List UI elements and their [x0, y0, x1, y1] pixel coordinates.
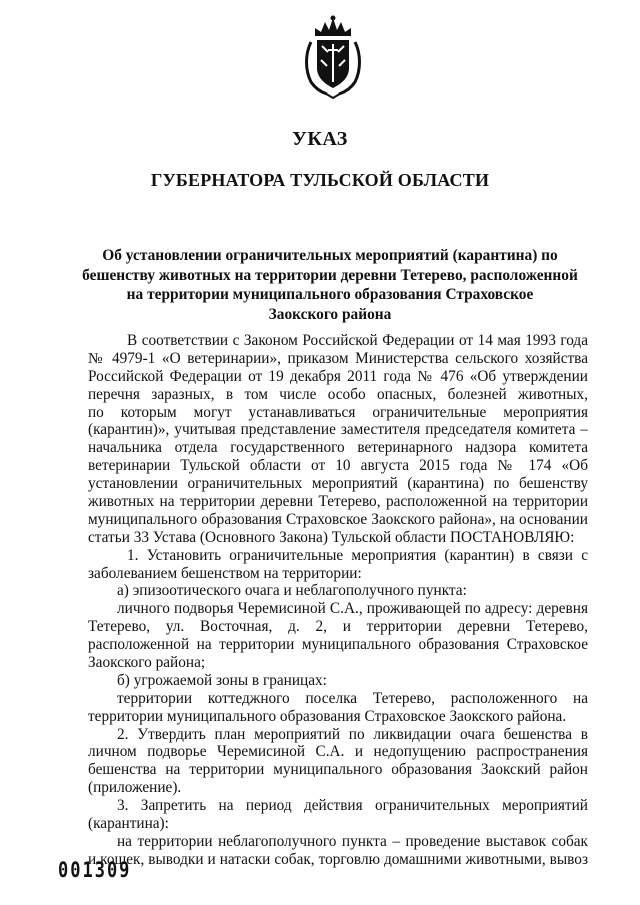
body-line: Российской Федерации от 19 декабря 2011 года № 476 «Об утверждении — [88, 367, 588, 385]
heading-line: Заокского района — [268, 305, 392, 323]
body-line: № 4979-1 «О ветеринарии», приказом Министерства сельского хозяйства — [88, 349, 588, 367]
body-line: животных на территории деревни Тетерево, расположенной на территории — [88, 493, 588, 511]
body-line: (приложение). — [88, 779, 182, 797]
decree-title: УКАЗ — [292, 128, 348, 150]
body-line: В соответствии с Законом Российской Федерации от 14 мая 1993 года — [127, 332, 588, 349]
body-line: начальника отдела государственного ветеринарного надзора комитета — [88, 439, 588, 457]
decree-body — [88, 332, 588, 869]
body-line: статьи 33 Устава (Основного Закона) Тульской области ПОСТАНОВЛЯЮ: — [88, 528, 575, 546]
body-line: и кошек, выводки и натаски собак, торговлю домашними животными, вывоз — [88, 850, 588, 868]
body-line: 3. Запретить на период действия ограничительных мероприятий — [117, 797, 588, 815]
heading-line: на территории муниципального образования Страховское — [126, 286, 534, 304]
body-line: по которым могут устанавливаться ограничительные мероприятия — [88, 403, 588, 421]
body-line: б) угрожаемой зоны в границах: — [117, 671, 327, 689]
body-line: территории коттеджного поселка Тетерево, расположенного на — [117, 689, 588, 707]
heading-line: бешенству животных на территории деревни Тетерево, расположенной — [82, 266, 578, 284]
body-line: бешенства на территории муниципального образования Заокский район — [88, 761, 588, 779]
body-line: 2. Утвердить план мероприятий по ликвидации очага бешенства в — [117, 725, 588, 743]
heading-line: Об установлении ограничительных мероприятий (карантина) по — [102, 247, 558, 264]
body-line: на территории неблагополучного пункта – проведение выставок собак — [117, 832, 588, 850]
body-line: заболеванием бешенством на территории: — [88, 564, 362, 582]
tula-coat-of-arms-icon — [301, 14, 365, 100]
decree-issuer: ГУБЕРНАТОРА ТУЛЬСКОЙ ОБЛАСТИ — [150, 170, 490, 190]
serial-number: 001309 — [58, 858, 132, 883]
body-line: расположенной на территории муниципального образования Страховское — [88, 636, 588, 654]
body-line: личном подворье Черемисиной С.А. и недопущению распространения — [88, 743, 588, 761]
body-line: Тетерево, ул. Восточная, д. 2, и территории деревни Тетерево, — [88, 618, 588, 636]
body-line: ветеринарии Тульской области от 10 августа 2015 года № 174 «Об — [88, 457, 588, 475]
decree-heading — [80, 246, 580, 324]
body-line: перечня заразных, в том числе особо опасных, болезней животных, — [88, 385, 588, 403]
body-line: (карантина): — [88, 815, 169, 833]
body-line: установлении ограничительных мероприятий (карантина) по бешенству — [88, 475, 588, 493]
body-line: 1. Установить ограничительные мероприятия (карантин) в связи с — [127, 546, 588, 564]
body-line: Заокского района; — [88, 654, 206, 672]
body-line: а) эпизоотического очага и неблагополучного пункта: — [117, 582, 467, 600]
body-line: муниципального образования Страховское Заокского района», на основании — [88, 510, 588, 528]
body-line: (карантин)», учитывая представление заместителя председателя комитета – — [88, 421, 588, 439]
body-line: личного подворья Черемисиной С.А., проживающей по адресу: деревня — [117, 600, 588, 618]
body-line: территории муниципального образования Страховское Заокского района. — [88, 707, 567, 725]
